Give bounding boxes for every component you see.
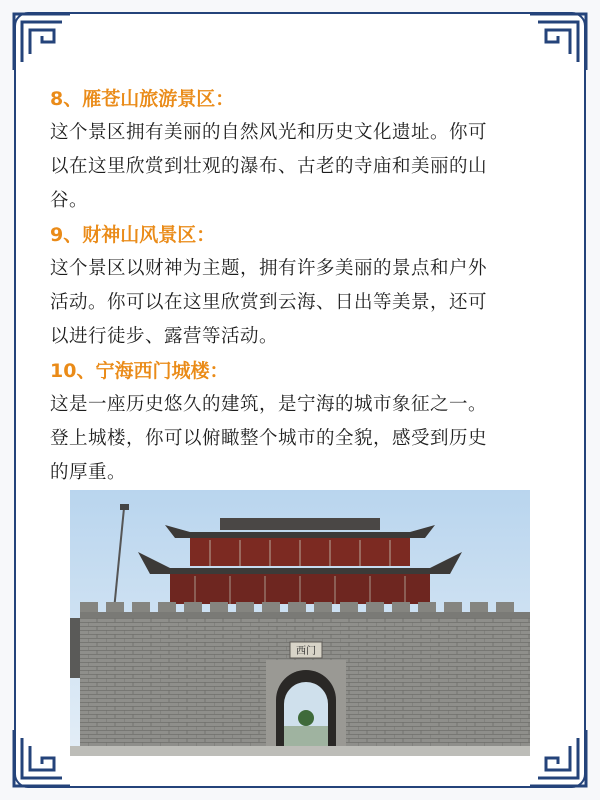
corner-ornament-icon <box>10 10 74 74</box>
corner-ornament-icon <box>10 726 74 790</box>
corner-ornament-icon <box>526 726 590 790</box>
section-text-line: 这个景区拥有美丽的自然风光和历史文化遗址。你可 <box>50 122 488 143</box>
section-heading: 8、雁苍山旅游景区： <box>50 88 235 110</box>
section-text-line: 登上城楼，你可以俯瞰整个城市的全貌，感受到历史 <box>50 428 488 449</box>
section-text-line: 这个景区以财神为主题，拥有许多美丽的景点和户外 <box>50 258 488 279</box>
section-text-line: 这是一座历史悠久的建筑，是宁海的城市象征之一。 <box>50 394 488 415</box>
section-text-line: 以进行徒步、露营等活动。 <box>50 326 279 347</box>
section-heading: 9、财神山风景区： <box>50 224 216 246</box>
section-text-line: 活动。你可以在这里欣赏到云海、日出等美景，还可 <box>50 292 488 313</box>
corner-ornament-icon <box>526 10 590 74</box>
section-heading: 10、宁海西门城楼： <box>50 360 229 382</box>
city-gate-illustration <box>70 490 530 756</box>
city-gate-photo <box>70 490 530 756</box>
section-text-line: 谷。 <box>50 190 89 211</box>
section-text-line: 的厚重。 <box>50 462 127 483</box>
article-content <box>50 82 560 490</box>
section-text-line: 以在这里欣赏到壮观的瀑布、古老的寺庙和美丽的山 <box>50 156 488 177</box>
gate-plaque-text: 西门 <box>296 646 316 657</box>
